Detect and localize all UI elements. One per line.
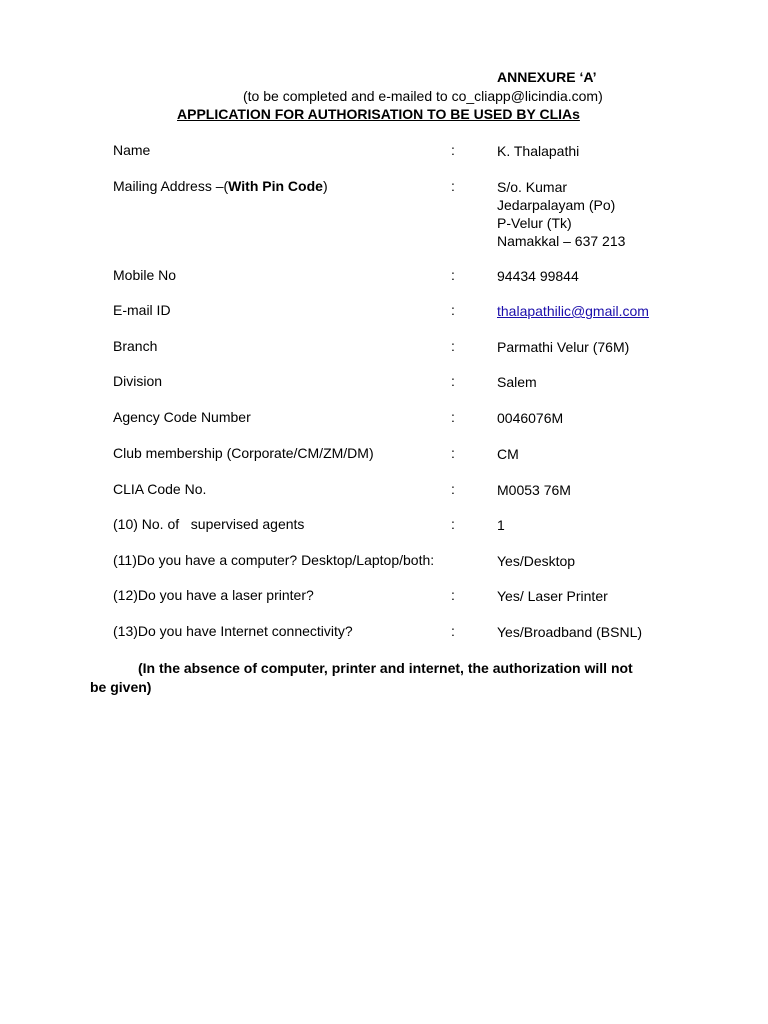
name-label: Name: [113, 142, 151, 158]
field-row-mailing-address: [0, 178, 768, 250]
email-link[interactable]: thalapathilic@gmail.com: [497, 303, 649, 319]
field-row-clia-code: [0, 481, 768, 501]
authorization-footnote: [90, 659, 690, 697]
name-value: K. Thalapathi: [497, 143, 580, 159]
separator-colon: :: [451, 142, 455, 158]
laser-printer-label: (12)Do you have a laser printer?: [113, 587, 314, 603]
separator-colon: :: [451, 587, 455, 603]
address-line: S/o. Kumar: [497, 179, 568, 195]
address-line: P-Velur (Tk): [497, 215, 572, 231]
footnote-line: (In the absence of computer, printer and internet, the authorization will not: [138, 660, 633, 676]
field-row-email: [0, 302, 768, 322]
separator-colon: :: [451, 409, 455, 425]
supervised-agents-value: 1: [497, 517, 505, 533]
page-title: APPLICATION FOR AUTHORISATION TO BE USED BY CLIAs: [177, 106, 580, 122]
computer-label: (11)Do you have a computer? Desktop/Laptop/both:: [113, 552, 435, 568]
internet-value: Yes/Broadband (BSNL): [497, 624, 643, 640]
address-line: Namakkal – 637 213: [497, 233, 626, 249]
field-row-branch: [0, 338, 768, 358]
field-row-internet: [0, 623, 768, 643]
separator-colon: :: [451, 623, 455, 639]
division-value: Salem: [497, 374, 537, 390]
mobile-value: 94434 99844: [497, 268, 579, 284]
annexure-heading: ANNEXURE ‘A’: [497, 69, 597, 85]
separator-colon: :: [451, 373, 455, 389]
field-row-laser-printer: [0, 587, 768, 607]
computer-value: Yes/Desktop: [497, 553, 576, 569]
footnote-line: be given): [90, 679, 152, 695]
clia-code-label: CLIA Code No.: [113, 481, 207, 497]
field-row-club-membership: [0, 445, 768, 465]
mailing-address-label-suffix: ): [322, 178, 328, 194]
field-row-division: [0, 373, 768, 393]
mailing-address-value: [497, 178, 625, 250]
separator-colon: :: [451, 178, 455, 194]
clia-code-value: M0053 76M: [497, 482, 571, 498]
separator-colon: :: [451, 481, 455, 497]
address-line: Jedarpalayam (Po): [497, 197, 616, 213]
separator-colon: :: [451, 338, 455, 354]
separator-colon: :: [451, 445, 455, 461]
internet-label: (13)Do you have Internet connectivity?: [113, 623, 353, 639]
branch-label: Branch: [113, 338, 158, 354]
mailing-address-label-prefix: Mailing Address –(: [113, 178, 229, 194]
separator-colon: :: [451, 516, 455, 532]
email-label: E-mail ID: [113, 302, 171, 318]
mailing-address-label-emphasis: With Pin Code: [228, 178, 323, 194]
field-row-computer: [0, 552, 768, 572]
email-value: [497, 302, 649, 320]
branch-value: Parmathi Velur (76M): [497, 339, 630, 355]
laser-printer-value: Yes/ Laser Printer: [497, 588, 608, 604]
club-membership-label: Club membership (Corporate/CM/ZM/DM): [113, 445, 374, 461]
submission-instruction: (to be completed and e-mailed to co_cliapp@licindia.com): [243, 88, 603, 104]
agency-code-value: 0046076M: [497, 410, 564, 426]
division-label: Division: [113, 373, 163, 389]
field-row-mobile: [0, 267, 768, 287]
mobile-label: Mobile No: [113, 267, 177, 283]
separator-colon: :: [451, 302, 455, 318]
club-membership-value: CM: [497, 446, 519, 462]
field-row-agency-code: [0, 409, 768, 429]
field-row-supervised-agents: [0, 516, 768, 536]
mailing-address-label: [113, 178, 328, 194]
agency-code-label: Agency Code Number: [113, 409, 251, 425]
field-row-name: [0, 142, 768, 162]
supervised-agents-label: (10) No. of supervised agents: [113, 516, 305, 532]
separator-colon: :: [451, 267, 455, 283]
